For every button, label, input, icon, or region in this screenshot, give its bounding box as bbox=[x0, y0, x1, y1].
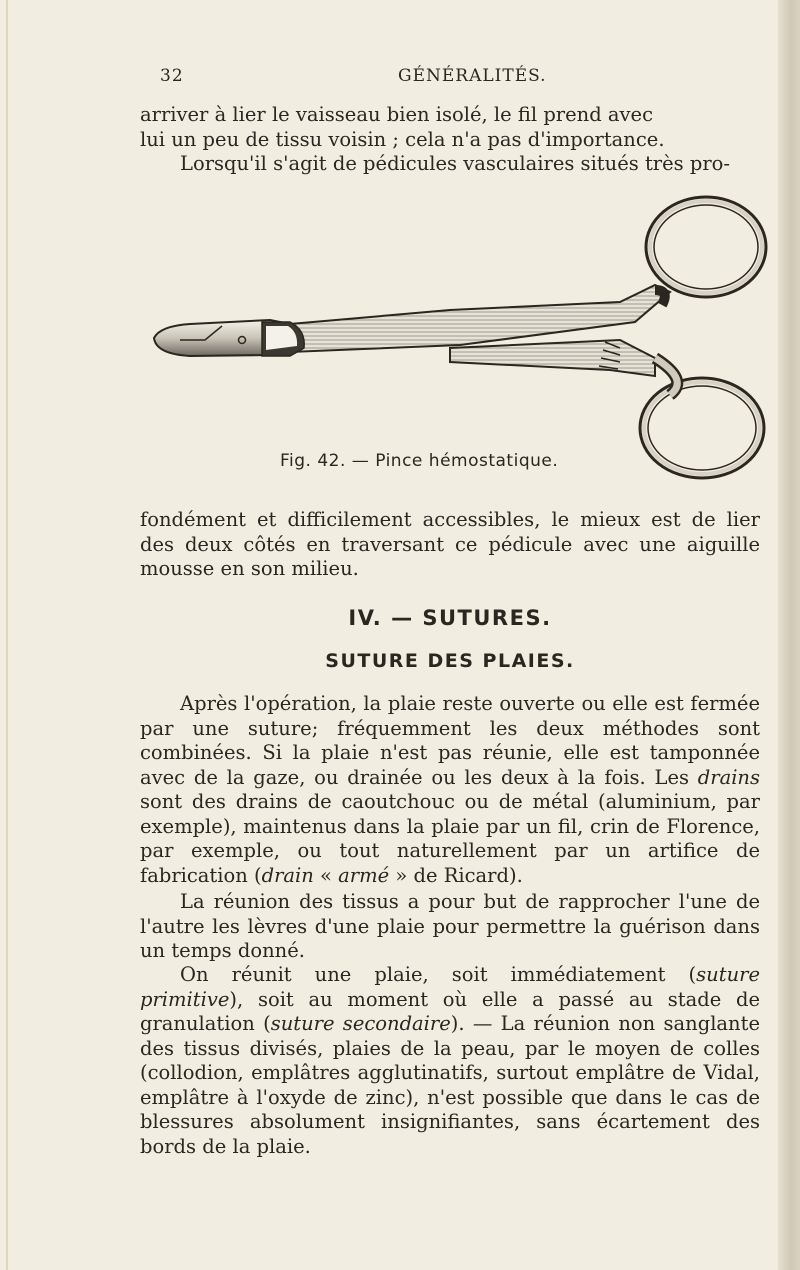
p3-text-a: On réunit une plaie, soit immédiatement ( bbox=[180, 963, 697, 986]
continuation-paragraph: fondément et difficilement accessibles, le mieux est de lier des deux côtés en traversant ce pédicule avec une aiguille mousse en son milieu. bbox=[140, 508, 760, 580]
running-head bbox=[160, 66, 760, 90]
p1-text-d: » de Ricard). bbox=[389, 863, 523, 887]
paragraph-2 bbox=[140, 890, 760, 964]
top-paragraph bbox=[140, 103, 760, 177]
p1-italic-drains: drains bbox=[697, 765, 760, 789]
top-line-1: arriver à lier le vaisseau bien isolé, le fil prend avec bbox=[140, 103, 654, 126]
page-edge bbox=[778, 0, 800, 1270]
section-title: IV. — SUTURES. bbox=[348, 606, 552, 630]
paragraph-3 bbox=[140, 963, 760, 1159]
p1-text-b: sont des drains de caoutchouc ou de métal (aluminium, par exemple), maintenus dans la plaie par un fil, crin de Florence, par exemple, ou tout naturellement par un artifice de fabrication ( bbox=[140, 790, 760, 887]
p3-text-b: ), soit au moment où elle a passé au stade de granulation ( bbox=[140, 987, 760, 1035]
section-subtitle: SUTURE DES PLAIES. bbox=[325, 650, 575, 672]
top-line-2: lui un peu de tissu voisin ; cela n'a pas d'importance. bbox=[140, 127, 665, 151]
p1-italic-drain: drain bbox=[261, 863, 314, 887]
p1-italic-arme: armé bbox=[338, 863, 390, 887]
page-number: 32 bbox=[160, 66, 184, 86]
p3-italic-primitive: suture primitive bbox=[140, 963, 760, 1011]
paragraph-1 bbox=[140, 692, 760, 888]
hemostatic-forceps-illustration bbox=[150, 190, 770, 490]
p1-text-a: Après l'opération, la plaie reste ouverte ou elle est fermée par une suture; fréquemment les deux méthodes sont combinées. Si la plaie n'est pas réunie, elle est tamponnée avec de la gaze, ou drainée ou les deux à la fois. Les bbox=[140, 692, 760, 789]
p3-text-c: ). — La réunion non sanglante des tissus divisés, plaies de la peau, par le moyen de colles (collodion, emplâtres agglutinatifs, surtout emplâtre de Vidal, emplâtre à l'oxyde de zinc), n'est possible que dans le cas de blessures absolument insignifiantes, sans écartement des bords de la plaie. bbox=[140, 1012, 760, 1158]
p2-text: La réunion des tissus a pour but de rapprocher l'une de l'autre les lèvres d'une plaie pour permettre la guérison dans un temps donné. bbox=[140, 890, 760, 962]
figure-caption: Fig. 42. — Pince hémostatique. bbox=[280, 451, 559, 471]
running-title: GÉNÉRALITÉS. bbox=[398, 66, 547, 86]
p3-italic-secondaire: suture secondaire bbox=[270, 1012, 451, 1035]
p1-text-c: « bbox=[313, 863, 339, 887]
page-gutter-line bbox=[6, 0, 8, 1270]
top-line-3: Lorsqu'il s'agit de pédicules vasculaires situés très pro- bbox=[180, 152, 730, 175]
